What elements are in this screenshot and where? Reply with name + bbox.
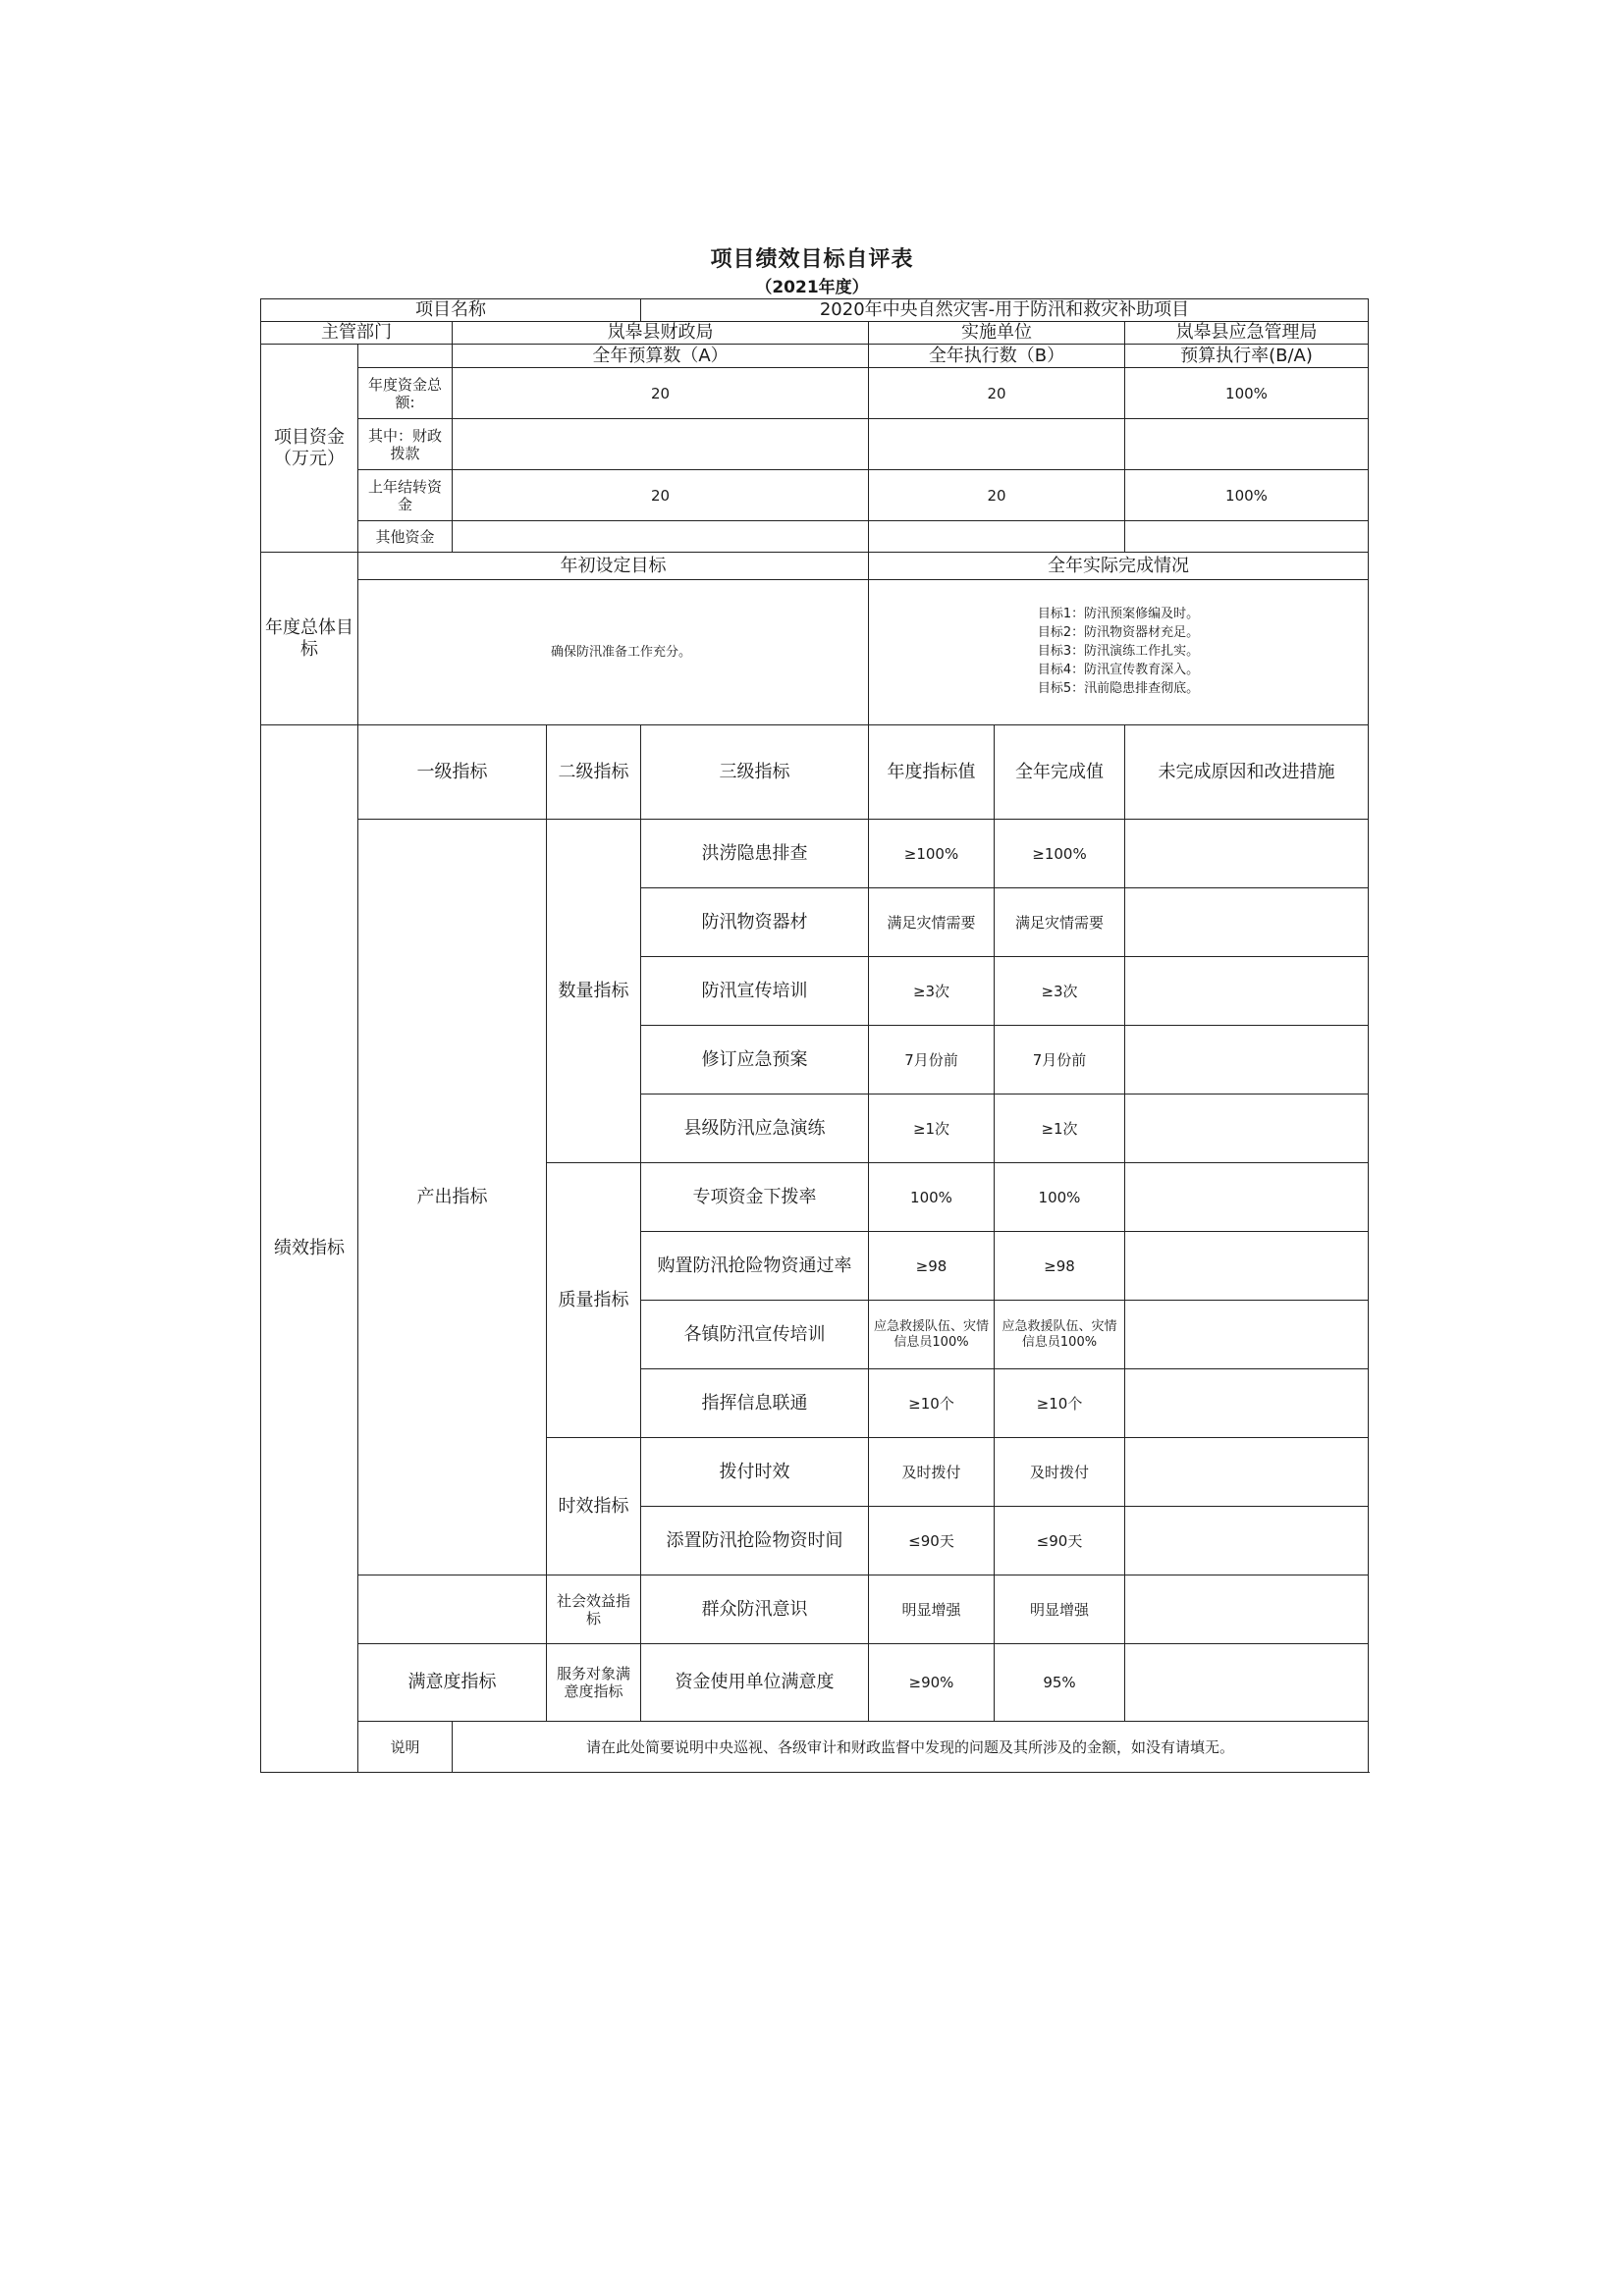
evaluation-table bbox=[260, 298, 1369, 1773]
indicator-actual: 应急救援队伍、灾情信息员100% bbox=[995, 1301, 1125, 1369]
indicator-actual: 7月份前 bbox=[995, 1026, 1125, 1095]
level1-output: 产出指标 bbox=[358, 820, 547, 1575]
goals-header-row bbox=[261, 553, 1369, 580]
indicator-actual: ≥10个 bbox=[995, 1369, 1125, 1438]
indicator-name: 防汛物资器材 bbox=[641, 888, 869, 957]
indicator-actual: 明显增强 bbox=[995, 1575, 1125, 1644]
level1-satisfaction: 满意度指标 bbox=[358, 1644, 547, 1722]
funds-row-exec bbox=[869, 419, 1125, 470]
indicator-reason bbox=[1125, 1026, 1369, 1095]
indicator-target: ≥1次 bbox=[869, 1095, 995, 1163]
indicator-reason bbox=[1125, 1507, 1369, 1575]
indicator-actual: 95% bbox=[995, 1644, 1125, 1722]
indicator-name: 指挥信息联通 bbox=[641, 1369, 869, 1438]
project-name-label: 项目名称 bbox=[261, 299, 641, 322]
dept-value: 岚皋县财政局 bbox=[453, 322, 869, 345]
indicator-reason bbox=[1125, 820, 1369, 888]
funds-row-rate: 100% bbox=[1125, 368, 1369, 419]
goals-actual-line: 目标5：汛前隐患排查彻底。 bbox=[1037, 680, 1200, 696]
indicator-reason bbox=[1125, 1438, 1369, 1507]
funds-row-name: 年度资金总额: bbox=[358, 368, 453, 419]
indicator-target: 满足灾情需要 bbox=[869, 888, 995, 957]
col-rate-header: 预算执行率(B/A) bbox=[1125, 345, 1369, 368]
dept-label: 主管部门 bbox=[261, 322, 453, 345]
indicator-name: 购置防汛抢险物资通过率 bbox=[641, 1232, 869, 1301]
funds-row-exec: 20 bbox=[869, 368, 1125, 419]
level1-header: 一级指标 bbox=[358, 725, 547, 820]
funds-row-budget: 20 bbox=[453, 368, 869, 419]
indicator-actual: 满足灾情需要 bbox=[995, 888, 1125, 957]
indicator-actual: 及时拨付 bbox=[995, 1438, 1125, 1507]
indicator-row bbox=[261, 1644, 1369, 1722]
goals-label: 年度总体目标 bbox=[261, 553, 358, 725]
indicator-target: 明显增强 bbox=[869, 1575, 995, 1644]
indicator-name: 拨付时效 bbox=[641, 1438, 869, 1507]
goals-set-header: 年初设定目标 bbox=[358, 553, 869, 580]
goals-set-text: 确保防汛准备工作充分。 bbox=[358, 580, 869, 725]
indicator-reason bbox=[1125, 1369, 1369, 1438]
level2-service: 服务对象满意度指标 bbox=[547, 1644, 641, 1722]
indicator-name: 添置防汛抢险物资时间 bbox=[641, 1507, 869, 1575]
goals-actual-line: 目标1：防汛预案修编及时。 bbox=[1037, 607, 1200, 622]
indicator-target: 7月份前 bbox=[869, 1026, 995, 1095]
footer-label: 说明 bbox=[358, 1722, 453, 1773]
funds-row-rate: 100% bbox=[1125, 470, 1369, 521]
indicator-target: ≥100% bbox=[869, 820, 995, 888]
funds-row-exec bbox=[869, 521, 1125, 553]
indicator-actual: 100% bbox=[995, 1163, 1125, 1232]
funds-row-budget bbox=[453, 419, 869, 470]
indicator-target: 及时拨付 bbox=[869, 1438, 995, 1507]
indicator-reason bbox=[1125, 1232, 1369, 1301]
footer-text: 请在此处简要说明中央巡视、各级审计和财政监督中发现的问题及其所涉及的金额，如没有请填无。 bbox=[453, 1722, 1369, 1773]
level2-timeliness: 时效指标 bbox=[547, 1438, 641, 1575]
funds-row-budget: 20 bbox=[453, 470, 869, 521]
indicator-actual: ≥98 bbox=[995, 1232, 1125, 1301]
funds-row-budget bbox=[453, 521, 869, 553]
indicator-reason bbox=[1125, 1575, 1369, 1644]
goals-actual-line: 目标4：防汛宣传教育深入。 bbox=[1037, 662, 1200, 677]
indicator-name: 修订应急预案 bbox=[641, 1026, 869, 1095]
goals-actual-cell bbox=[869, 580, 1369, 725]
funds-row-exec: 20 bbox=[869, 470, 1125, 521]
col-budget-header: 全年预算数（A） bbox=[453, 345, 869, 368]
indicator-target: ≥10个 bbox=[869, 1369, 995, 1438]
indicator-row bbox=[261, 1575, 1369, 1644]
funds-row-name: 其他资金 bbox=[358, 521, 453, 553]
funds-row bbox=[261, 470, 1369, 521]
page-title: 项目绩效目标自评表 bbox=[710, 247, 914, 272]
project-name-row bbox=[261, 299, 1369, 322]
indicator-name: 专项资金下拨率 bbox=[641, 1163, 869, 1232]
funds-row-name: 其中：财政拨款 bbox=[358, 419, 453, 470]
indicator-target: ≥3次 bbox=[869, 957, 995, 1026]
footer-row bbox=[261, 1722, 1369, 1773]
funds-header-blank bbox=[358, 345, 453, 368]
funds-row-name: 上年结转资金 bbox=[358, 470, 453, 521]
goals-actual-line: 目标3：防汛演练工作扎实。 bbox=[1037, 644, 1200, 660]
goals-actual-list bbox=[1038, 606, 1199, 698]
indicator-reason bbox=[1125, 1644, 1369, 1722]
impl-label: 实施单位 bbox=[869, 322, 1125, 345]
indicator-target: ≤90天 bbox=[869, 1507, 995, 1575]
funds-row-rate bbox=[1125, 521, 1369, 553]
indicator-target: ≥98 bbox=[869, 1232, 995, 1301]
col-exec-header: 全年执行数（B） bbox=[869, 345, 1125, 368]
department-row bbox=[261, 322, 1369, 345]
indicator-actual: ≤90天 bbox=[995, 1507, 1125, 1575]
indicator-reason bbox=[1125, 957, 1369, 1026]
page-subtitle: （2021年度） bbox=[755, 278, 869, 297]
level2-quantity: 数量指标 bbox=[547, 820, 641, 1163]
level3-header: 三级指标 bbox=[641, 725, 869, 820]
indicator-name: 洪涝隐患排查 bbox=[641, 820, 869, 888]
goals-content-row bbox=[261, 580, 1369, 725]
indicator-target: ≥90% bbox=[869, 1644, 995, 1722]
indicator-reason bbox=[1125, 1301, 1369, 1369]
funds-row bbox=[261, 368, 1369, 419]
indicator-reason bbox=[1125, 888, 1369, 957]
funds-header-row bbox=[261, 345, 1369, 368]
indicator-name: 资金使用单位满意度 bbox=[641, 1644, 869, 1722]
indicator-target: 100% bbox=[869, 1163, 995, 1232]
target-header: 年度指标值 bbox=[869, 725, 995, 820]
indicator-name: 防汛宣传培训 bbox=[641, 957, 869, 1026]
indicator-name: 群众防汛意识 bbox=[641, 1575, 869, 1644]
level1-blank bbox=[358, 1575, 547, 1644]
indicator-name: 县级防汛应急演练 bbox=[641, 1095, 869, 1163]
level2-social: 社会效益指标 bbox=[547, 1575, 641, 1644]
indicator-target: 应急救援队伍、灾情信息员100% bbox=[869, 1301, 995, 1369]
level2-header: 二级指标 bbox=[547, 725, 641, 820]
indicators-header-row bbox=[261, 725, 1369, 820]
goals-actual-header: 全年实际完成情况 bbox=[869, 553, 1369, 580]
indicator-actual: ≥100% bbox=[995, 820, 1125, 888]
level2-quality: 质量指标 bbox=[547, 1163, 641, 1438]
indicator-actual: ≥3次 bbox=[995, 957, 1125, 1026]
funds-row-rate bbox=[1125, 419, 1369, 470]
indicator-actual: ≥1次 bbox=[995, 1095, 1125, 1163]
indicators-label: 绩效指标 bbox=[261, 725, 358, 1773]
actual-header: 全年完成值 bbox=[995, 725, 1125, 820]
indicator-row bbox=[261, 820, 1369, 888]
reason-header: 未完成原因和改进措施 bbox=[1125, 725, 1369, 820]
funds-row bbox=[261, 521, 1369, 553]
impl-value: 岚皋县应急管理局 bbox=[1125, 322, 1369, 345]
funds-row bbox=[261, 419, 1369, 470]
goals-actual-line: 目标2：防汛物资器材充足。 bbox=[1037, 625, 1200, 641]
funds-label: 项目资金（万元） bbox=[261, 345, 358, 553]
indicator-reason bbox=[1125, 1163, 1369, 1232]
indicator-reason bbox=[1125, 1095, 1369, 1163]
indicator-name: 各镇防汛宣传培训 bbox=[641, 1301, 869, 1369]
project-name-value: 2020年中央自然灾害-用于防汛和救灾补助项目 bbox=[641, 299, 1369, 322]
